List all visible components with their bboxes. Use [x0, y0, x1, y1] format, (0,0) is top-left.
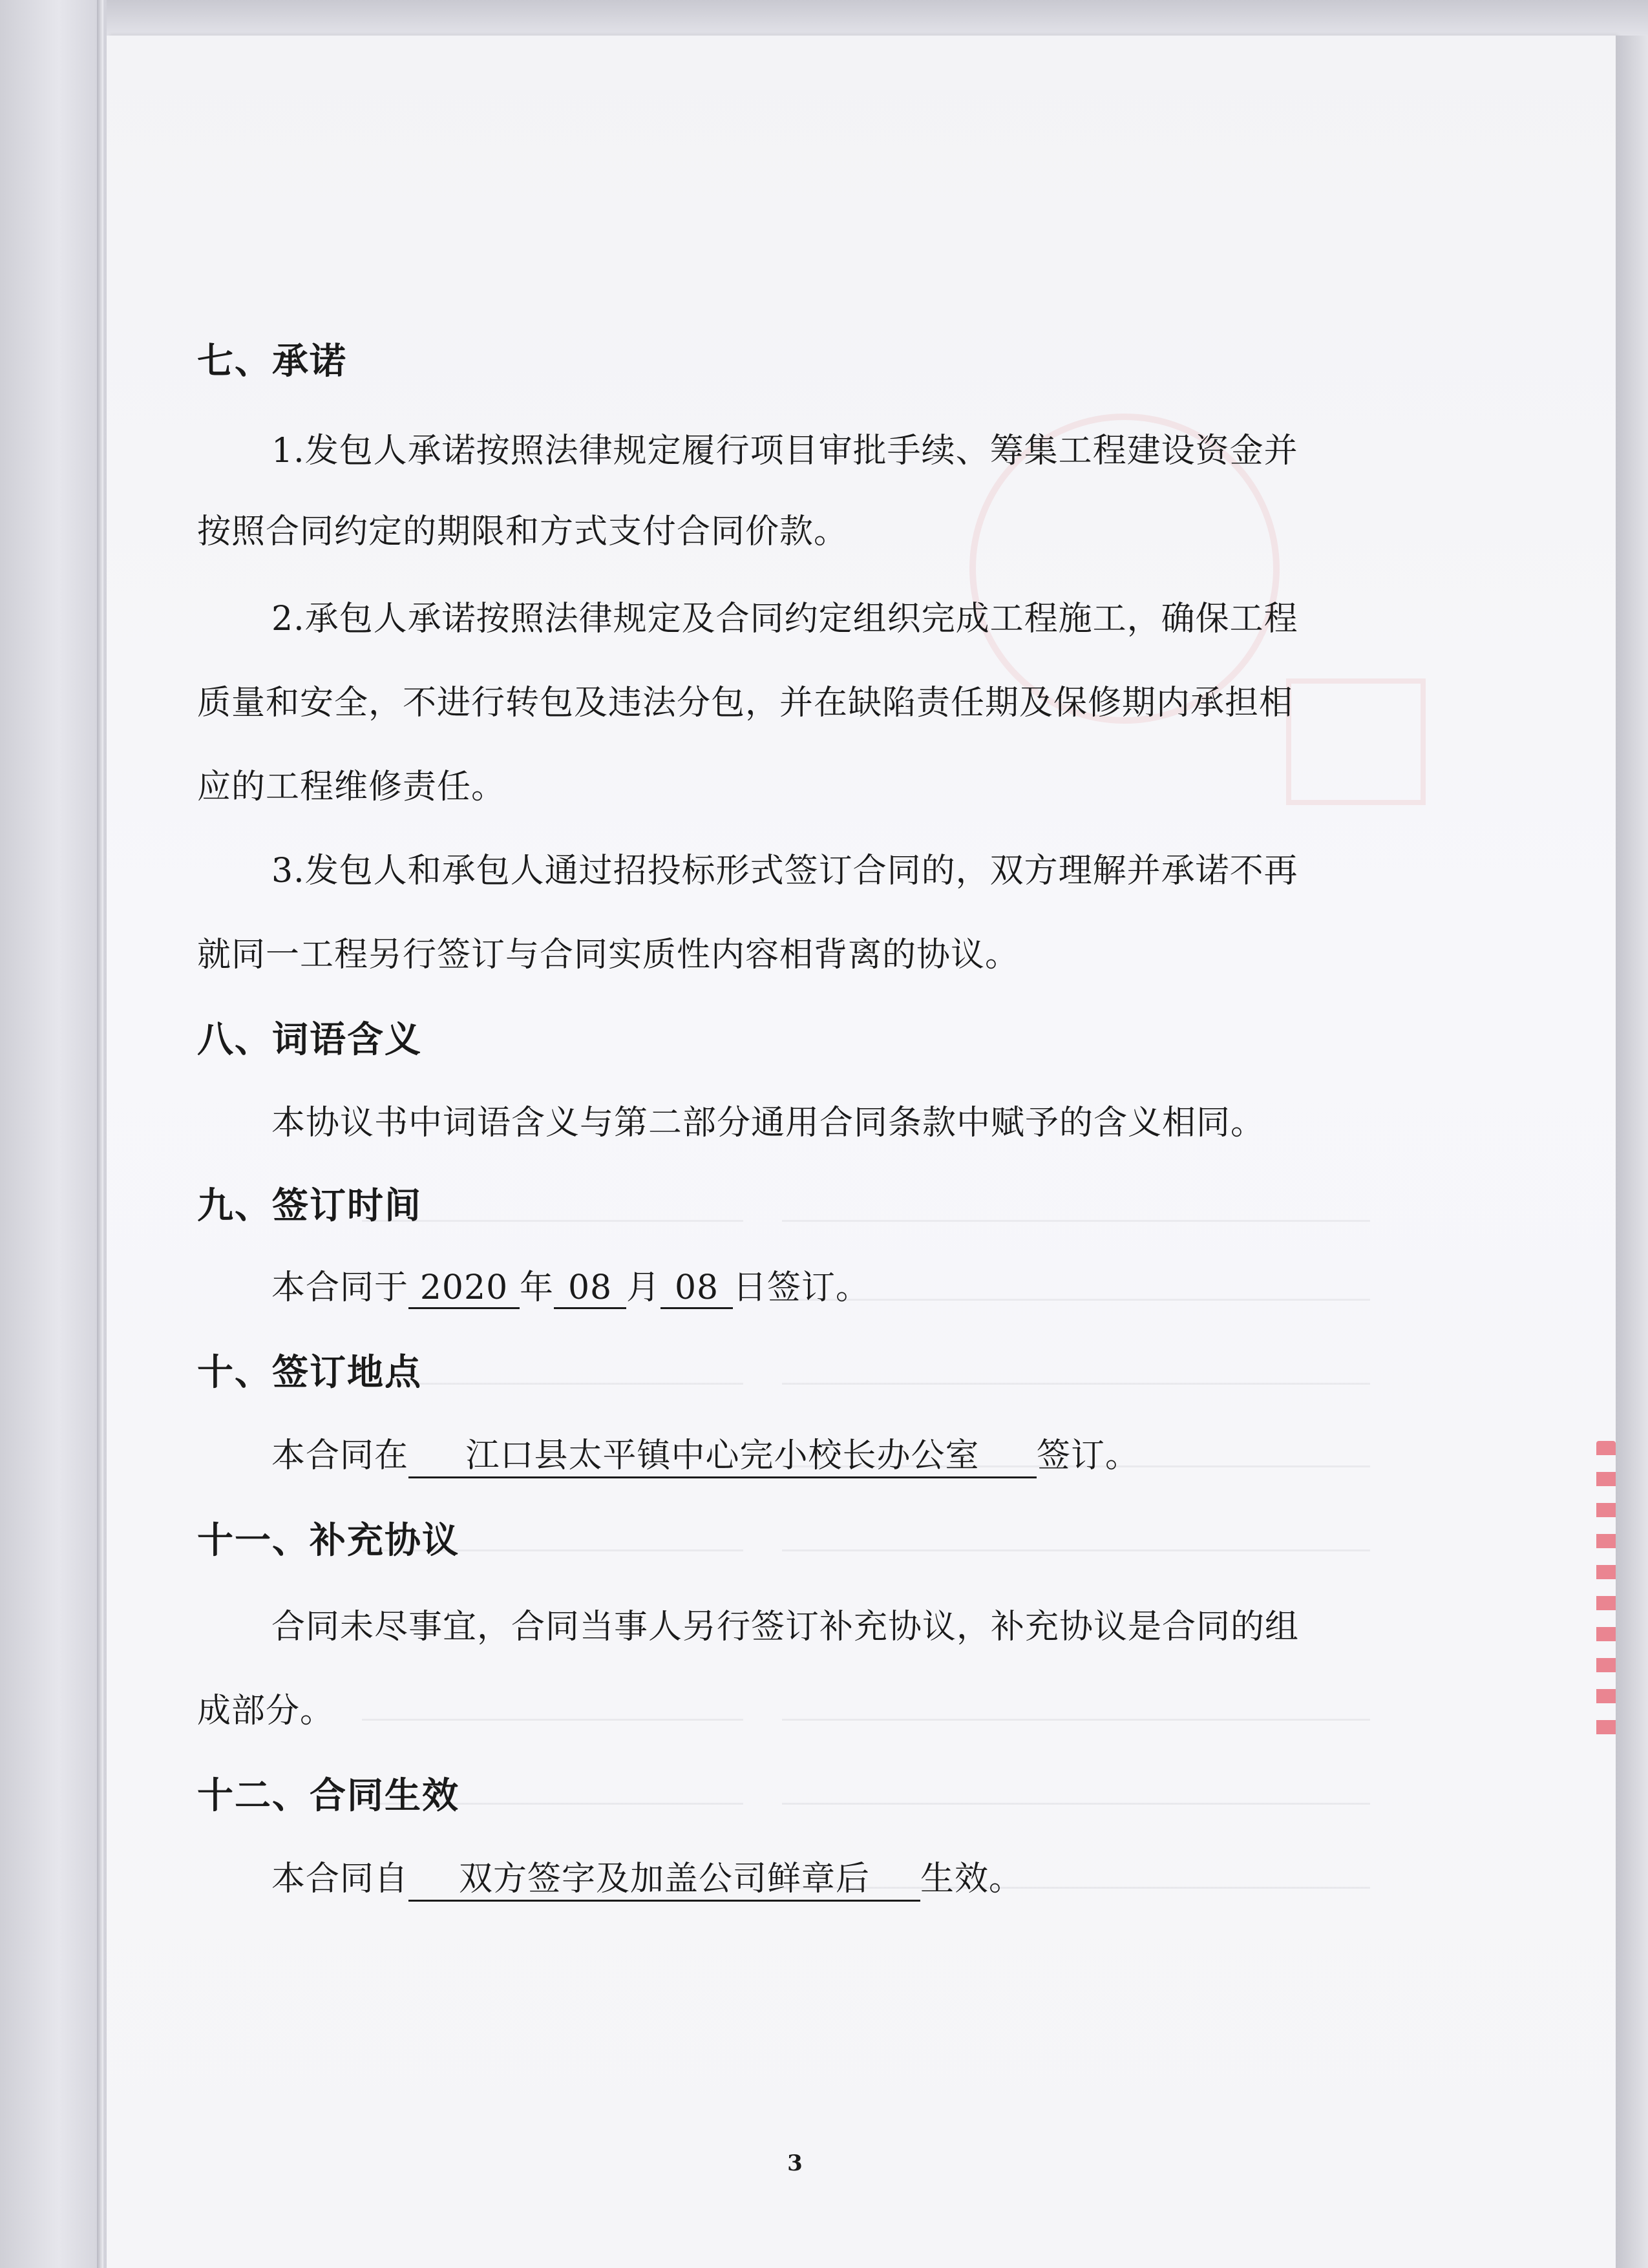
section-11-heading: 十一、补充协议	[197, 1520, 460, 1562]
section-7-item-1-line-1: 1.发包人承诺按照法律规定履行项目审批手续、筹集工程建设资金并	[271, 432, 1298, 470]
section-7-item-3-line-2: 就同一工程另行签订与合同实质性内容相背离的协议。	[197, 936, 1020, 974]
signing-year: 2020	[408, 1268, 520, 1309]
section-7-heading: 七、承诺	[197, 341, 347, 383]
section-7-item-2-line-1: 2.承包人承诺按照法律规定及合同约定组织完成工程施工，确保工程	[271, 600, 1298, 638]
section-7-item-2-line-2: 质量和安全，不进行转包及违法分包，并在缺陷责任期及保修期内承担相	[197, 684, 1294, 722]
section-10-place-line	[271, 1428, 1461, 1478]
section-11-line-2: 成部分。	[197, 1692, 335, 1730]
effect-suffix: 生效。	[920, 1860, 1024, 1898]
section-12-heading: 十二、合同生效	[197, 1775, 460, 1817]
section-11-line-1: 合同未尽事宜，合同当事人另行签订补充协议，补充协议是合同的组	[271, 1608, 1300, 1646]
place-suffix: 签订。	[1037, 1436, 1140, 1475]
signing-month: 08	[554, 1268, 626, 1309]
section-7-item-3-line-1: 3.发包人和承包人通过招投标形式签订合同的，双方理解并承诺不再	[271, 852, 1298, 890]
section-8-heading: 八、词语含义	[197, 1019, 422, 1061]
section-9-heading: 九、签订时间	[197, 1185, 422, 1227]
section-7-item-2-line-3: 应的工程维修责任。	[197, 768, 506, 806]
section-12-effect-line	[271, 1851, 1461, 1902]
date-suffix: 日签订。	[733, 1268, 871, 1307]
section-10-heading: 十、签订地点	[197, 1352, 422, 1394]
effective-condition: 双方签字及加盖公司鲜章后	[408, 1851, 920, 1902]
section-9-date-line	[271, 1260, 1461, 1309]
section-8-text: 本协议书中词语含义与第二部分通用合同条款中赋予的含义相同。	[271, 1104, 1265, 1142]
page-number: 3	[787, 2150, 803, 2176]
place-prefix: 本合同在	[271, 1436, 409, 1475]
effect-prefix: 本合同自	[271, 1860, 409, 1898]
month-unit: 月	[626, 1268, 661, 1307]
year-unit: 年	[520, 1268, 555, 1307]
section-7-item-1-line-2: 按照合同约定的期限和方式支付合同价款。	[197, 512, 849, 551]
date-prefix: 本合同于	[271, 1268, 409, 1307]
signing-place: 江口县太平镇中心完小校长办公室	[408, 1428, 1037, 1478]
signing-day: 08	[660, 1268, 733, 1309]
